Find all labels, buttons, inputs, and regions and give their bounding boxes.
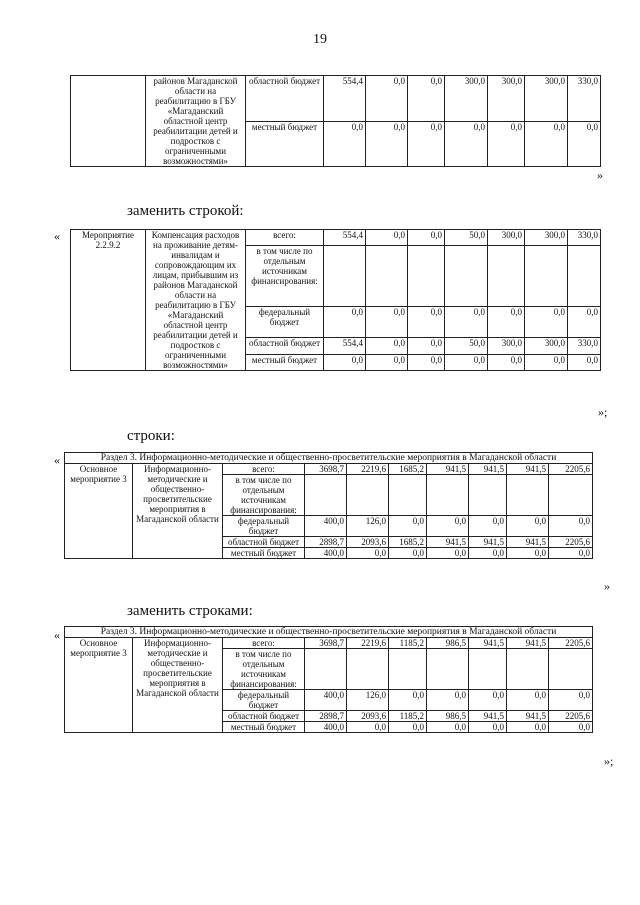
value-cell (305, 475, 347, 516)
value-cell: 0,0 (445, 354, 488, 370)
value-cell: 0,0 (549, 548, 593, 559)
value-cell: 2898,7 (305, 537, 347, 548)
value-cell: 300,0 (525, 338, 568, 354)
value-cell: 0,0 (366, 230, 408, 246)
heading-replace-rows: заменить строками: (127, 603, 253, 619)
funding-source-cell: федеральный бюджет (246, 307, 324, 338)
value-cell (469, 649, 507, 690)
table-row (65, 464, 593, 475)
value-cell: 941,5 (469, 638, 507, 649)
funding-source-cell: федеральный бюджет (223, 690, 305, 711)
section-row (65, 627, 593, 638)
value-cell: 2898,7 (305, 711, 347, 722)
value-cell: 0,0 (408, 338, 445, 354)
event-cell: Мероприятие 2.2.9.2 (71, 230, 146, 371)
description-cell: Компенсация расходов на проживание детям-инвалидам и сопровождающим их лицам, прибывшим из районов Магаданской области на реабилитацию в ГБУ «Магаданский областной центр реабилитации детей и подростков с ограниченными возможностями» (146, 230, 246, 371)
value-cell: 0,0 (408, 76, 445, 122)
value-cell (324, 246, 366, 307)
value-cell: 300,0 (488, 76, 525, 122)
value-cell: 0,0 (507, 548, 549, 559)
table-fragment-1 (70, 75, 601, 167)
value-cell: 330,0 (568, 338, 601, 354)
value-cell: 300,0 (525, 230, 568, 246)
value-cell: 0,0 (427, 722, 469, 733)
funding-source-cell: местный бюджет (223, 548, 305, 559)
value-cell: 0,0 (549, 690, 593, 711)
value-cell: 0,0 (469, 548, 507, 559)
table-fragment-2 (70, 229, 601, 371)
value-cell: 941,5 (507, 638, 549, 649)
value-cell: 300,0 (488, 230, 525, 246)
event-cell: Основное мероприятие 3 (65, 464, 133, 559)
value-cell: 0,0 (324, 121, 366, 167)
heading-replace-row: заменить строкой: (127, 203, 244, 219)
section-row (65, 453, 593, 464)
funding-source-cell: местный бюджет (223, 722, 305, 733)
funding-source-cell: местный бюджет (246, 121, 324, 167)
value-cell: 0,0 (445, 121, 488, 167)
description-cell: Информационно-методические и общественно-просветительские мероприятия в Магаданской области (133, 464, 223, 559)
event-cell (71, 76, 146, 167)
value-cell: 0,0 (408, 230, 445, 246)
value-cell: 0,0 (408, 307, 445, 338)
value-cell: 400,0 (305, 516, 347, 537)
value-cell: 0,0 (366, 338, 408, 354)
value-cell: 1185,2 (389, 711, 427, 722)
value-cell (305, 649, 347, 690)
budget-table (64, 626, 593, 733)
closing-quote: »; (604, 754, 614, 768)
value-cell: 0,0 (507, 690, 549, 711)
value-cell: 941,5 (507, 711, 549, 722)
value-cell: 400,0 (305, 548, 347, 559)
funding-source-cell: областной бюджет (223, 537, 305, 548)
funding-source-cell: областной бюджет (246, 76, 324, 122)
value-cell: 0,0 (324, 307, 366, 338)
description-cell: Информационно-методические и общественно-просветительские мероприятия в Магаданской области (133, 638, 223, 733)
value-cell: 126,0 (347, 516, 389, 537)
value-cell: 0,0 (427, 516, 469, 537)
value-cell: 300,0 (525, 76, 568, 122)
budget-table (70, 75, 601, 167)
closing-quote: » (604, 579, 610, 593)
value-cell (507, 475, 549, 516)
value-cell: 986,5 (427, 711, 469, 722)
value-cell: 0,0 (389, 690, 427, 711)
value-cell: 0,0 (488, 307, 525, 338)
value-cell: 0,0 (445, 307, 488, 338)
value-cell: 0,0 (488, 354, 525, 370)
value-cell (427, 649, 469, 690)
value-cell: 0,0 (389, 548, 427, 559)
value-cell: 330,0 (568, 230, 601, 246)
value-cell (408, 246, 445, 307)
closing-quote: » (597, 168, 603, 182)
value-cell: 2205,6 (549, 537, 593, 548)
value-cell: 0,0 (324, 354, 366, 370)
value-cell: 2219,6 (347, 638, 389, 649)
table-row (71, 76, 601, 122)
funding-source-cell: всего: (223, 638, 305, 649)
value-cell: 3698,7 (305, 638, 347, 649)
value-cell: 0,0 (469, 690, 507, 711)
value-cell: 1685,2 (389, 464, 427, 475)
value-cell: 941,5 (507, 464, 549, 475)
funding-source-cell: всего: (246, 230, 324, 246)
value-cell (568, 246, 601, 307)
table-row (71, 230, 601, 246)
closing-quote: »; (598, 405, 608, 419)
value-cell: 2205,6 (549, 711, 593, 722)
value-cell (389, 649, 427, 690)
section-title: Раздел 3. Информационно-методические и общественно-просветительские мероприятия в Магаданской области (65, 453, 593, 464)
value-cell: 0,0 (568, 121, 601, 167)
value-cell: 0,0 (408, 121, 445, 167)
opening-quote: « (54, 628, 60, 642)
page-number: 19 (313, 32, 327, 47)
value-cell: 50,0 (445, 338, 488, 354)
heading-rows: строки: (127, 428, 175, 444)
value-cell: 554,4 (324, 338, 366, 354)
value-cell: 0,0 (408, 354, 445, 370)
value-cell: 0,0 (347, 548, 389, 559)
value-cell: 941,5 (427, 537, 469, 548)
value-cell: 0,0 (366, 121, 408, 167)
table-fragment-3 (64, 452, 593, 559)
value-cell: 554,4 (324, 76, 366, 122)
funding-source-cell: в том числе по отдельным источникам финансирования: (246, 246, 324, 307)
value-cell: 3698,7 (305, 464, 347, 475)
funding-source-cell: областной бюджет (223, 711, 305, 722)
value-cell: 2205,6 (549, 638, 593, 649)
value-cell: 2219,6 (347, 464, 389, 475)
value-cell (445, 246, 488, 307)
description-cell: районов Магаданской области на реабилитацию в ГБУ «Магаданский областной центр реабилитации детей и подростков с ограниченными возможностями» (146, 76, 246, 167)
value-cell: 0,0 (549, 516, 593, 537)
value-cell: 0,0 (525, 121, 568, 167)
value-cell: 400,0 (305, 722, 347, 733)
opening-quote: « (54, 453, 60, 467)
value-cell: 0,0 (389, 516, 427, 537)
value-cell: 0,0 (488, 121, 525, 167)
value-cell: 0,0 (469, 722, 507, 733)
value-cell: 0,0 (525, 307, 568, 338)
value-cell: 0,0 (507, 516, 549, 537)
value-cell: 0,0 (366, 354, 408, 370)
value-cell: 941,5 (469, 464, 507, 475)
value-cell (347, 475, 389, 516)
value-cell: 0,0 (347, 722, 389, 733)
value-cell: 554,4 (324, 230, 366, 246)
value-cell: 2093,6 (347, 711, 389, 722)
value-cell: 941,5 (507, 537, 549, 548)
value-cell (549, 649, 593, 690)
funding-source-cell: местный бюджет (246, 354, 324, 370)
value-cell: 0,0 (366, 76, 408, 122)
value-cell (347, 649, 389, 690)
value-cell: 0,0 (525, 354, 568, 370)
value-cell: 986,5 (427, 638, 469, 649)
funding-source-cell: федеральный бюджет (223, 516, 305, 537)
value-cell: 0,0 (568, 354, 601, 370)
funding-source-cell: в том числе по отдельным источникам финансирования: (223, 649, 305, 690)
value-cell: 300,0 (488, 338, 525, 354)
value-cell (427, 475, 469, 516)
value-cell (549, 475, 593, 516)
value-cell: 1685,2 (389, 537, 427, 548)
budget-table (70, 229, 601, 371)
event-cell: Основное мероприятие 3 (65, 638, 133, 733)
budget-table (64, 452, 593, 559)
value-cell: 0,0 (549, 722, 593, 733)
value-cell (366, 246, 408, 307)
section-title: Раздел 3. Информационно-методические и общественно-просветительские мероприятия в Магаданской области (65, 627, 593, 638)
value-cell: 1185,2 (389, 638, 427, 649)
value-cell: 0,0 (469, 516, 507, 537)
value-cell: 941,5 (469, 537, 507, 548)
value-cell (389, 475, 427, 516)
funding-source-cell: в том числе по отдельным источникам финансирования: (223, 475, 305, 516)
value-cell: 0,0 (507, 722, 549, 733)
value-cell: 126,0 (347, 690, 389, 711)
value-cell: 0,0 (427, 690, 469, 711)
table-row (65, 638, 593, 649)
funding-source-cell: областной бюджет (246, 338, 324, 354)
value-cell (488, 246, 525, 307)
value-cell (469, 475, 507, 516)
value-cell (525, 246, 568, 307)
value-cell: 2205,6 (549, 464, 593, 475)
value-cell: 50,0 (445, 230, 488, 246)
funding-source-cell: всего: (223, 464, 305, 475)
value-cell: 0,0 (366, 307, 408, 338)
opening-quote: « (54, 229, 60, 243)
value-cell: 2093,6 (347, 537, 389, 548)
value-cell (507, 649, 549, 690)
value-cell: 0,0 (389, 722, 427, 733)
value-cell: 0,0 (568, 307, 601, 338)
value-cell: 0,0 (427, 548, 469, 559)
value-cell: 400,0 (305, 690, 347, 711)
value-cell: 941,5 (469, 711, 507, 722)
value-cell: 941,5 (427, 464, 469, 475)
value-cell: 300,0 (445, 76, 488, 122)
value-cell: 330,0 (568, 76, 601, 122)
table-fragment-4 (64, 626, 593, 733)
